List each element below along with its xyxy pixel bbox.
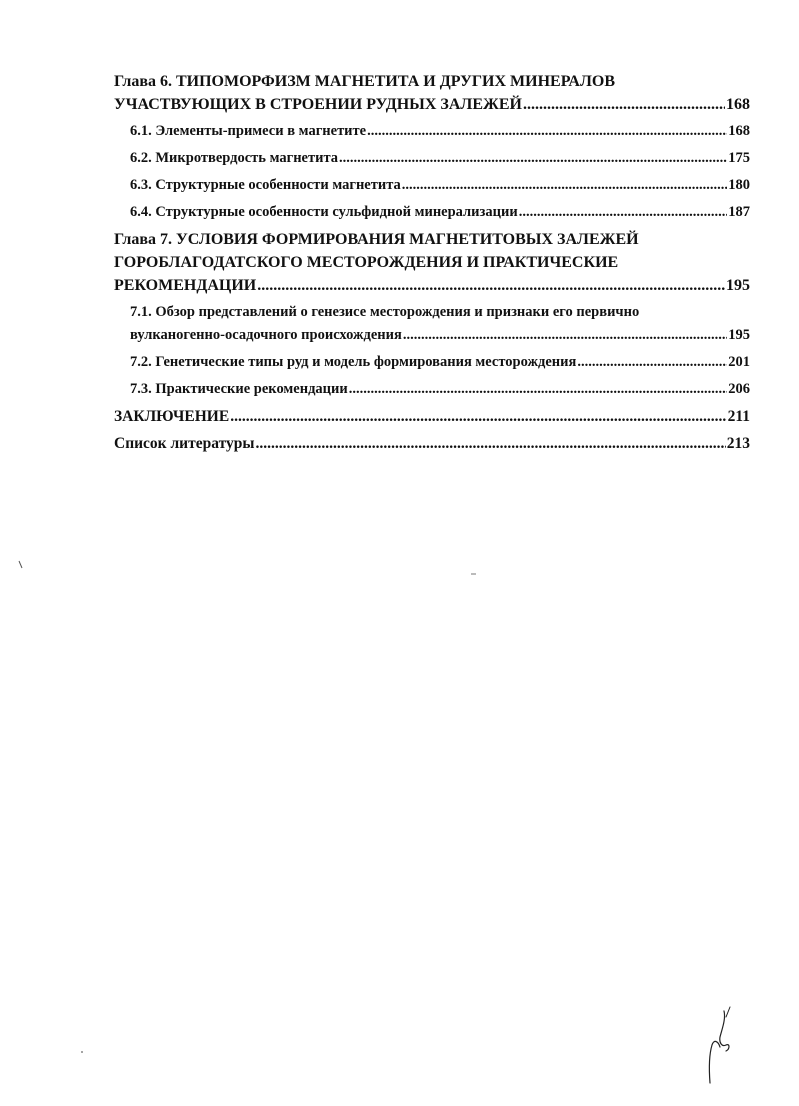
dot-leader [519, 201, 728, 224]
toc-entry-last-line [130, 378, 750, 401]
toc-entry-last-line [130, 174, 750, 197]
toc-entry-section-7-2[interactable] [114, 351, 750, 374]
toc-entry-last-line [130, 351, 750, 374]
scan-speck-mark [18, 560, 24, 570]
toc-entry-line: 7.2. Генетические типы руд и модель формирования месторождения [130, 354, 577, 370]
toc-entry-section-6-2[interactable] [114, 147, 750, 170]
toc-entry-section-6-1[interactable] [114, 120, 750, 143]
toc-entry-line: ГОРОБЛАГОДАТСКОГО МЕСТОРОЖДЕНИЯ И ПРАКТИЧЕСКИЕ [114, 254, 619, 271]
toc-entry-section-6-3[interactable] [114, 174, 750, 197]
page-number: 195 [726, 277, 750, 294]
toc-entry-line: 6.2. Микротвердость магнетита [130, 150, 339, 166]
toc-entry-line: 7.1. Обзор представлений о генезисе месторождения и признаки его первично [130, 304, 640, 320]
toc-entry-references[interactable] [114, 432, 750, 455]
toc-entry-line: РЕКОМЕНДАЦИИ [114, 277, 257, 294]
page-number: 206 [728, 381, 750, 397]
toc-entry-last-line [130, 120, 750, 143]
dot-leader [402, 174, 727, 197]
toc-entry-last-line [114, 274, 750, 297]
toc-entry-last-line [114, 405, 750, 428]
dot-leader [257, 274, 725, 297]
toc-entry-chapter-6[interactable] [114, 70, 750, 116]
table-of-contents [114, 70, 750, 459]
dot-leader [403, 324, 727, 347]
page-number: 168 [726, 96, 750, 113]
toc-entry-last-line [114, 93, 750, 116]
toc-entry-line: 6.1. Элементы-примеси в магнетите [130, 123, 367, 139]
page-number: 195 [728, 327, 750, 343]
toc-entry-line: 7.3. Практические рекомендации [130, 381, 348, 397]
toc-entry-chapter-7[interactable] [114, 228, 750, 297]
toc-entry-section-7-3[interactable] [114, 378, 750, 401]
toc-entry-conclusion[interactable] [114, 405, 750, 428]
toc-entry-line: ЗАКЛЮЧЕНИЕ [114, 408, 230, 425]
dot-leader [230, 405, 726, 428]
toc-entry-line: 6.3. Структурные особенности магнетита [130, 177, 401, 193]
toc-entry-last-line [130, 201, 750, 224]
page-number: 187 [728, 204, 750, 220]
page-number: 175 [728, 150, 750, 166]
toc-entry-section-6-4[interactable] [114, 201, 750, 224]
toc-entry-section-7-1[interactable] [114, 301, 750, 347]
page-number: 213 [726, 435, 750, 452]
toc-entry-line: Глава 6. ТИПОМОРФИЗМ МАГНЕТИТА И ДРУГИХ МИНЕРАЛОВ [114, 73, 616, 90]
dot-leader [255, 432, 725, 455]
toc-entry-last-line [114, 432, 750, 455]
dot-leader [349, 378, 728, 401]
handwritten-signature [700, 1005, 750, 1085]
dot-leader [367, 120, 727, 143]
page-number: 180 [728, 177, 750, 193]
page-number: 211 [727, 408, 750, 425]
dot-leader [523, 93, 725, 116]
toc-entry-last-line [130, 147, 750, 170]
scan-speck-mark [470, 572, 478, 576]
page-number: 201 [728, 354, 750, 370]
dot-leader [577, 351, 727, 374]
toc-entry-last-line [130, 324, 750, 347]
scan-speck-mark [80, 1050, 84, 1054]
toc-entry-line: вулканогенно-осадочного происхождения [130, 327, 402, 343]
toc-entry-line: Глава 7. УСЛОВИЯ ФОРМИРОВАНИЯ МАГНЕТИТОВЫХ ЗАЛЕЖЕЙ [114, 231, 639, 248]
toc-entry-line: 6.4. Структурные особенности сульфидной минерализации [130, 204, 518, 220]
toc-entry-line: УЧАСТВУЮЩИХ В СТРОЕНИИ РУДНЫХ ЗАЛЕЖЕЙ [114, 96, 522, 113]
dot-leader [339, 147, 727, 170]
page-number: 168 [728, 123, 750, 139]
toc-entry-line: Список литературы [114, 435, 255, 452]
